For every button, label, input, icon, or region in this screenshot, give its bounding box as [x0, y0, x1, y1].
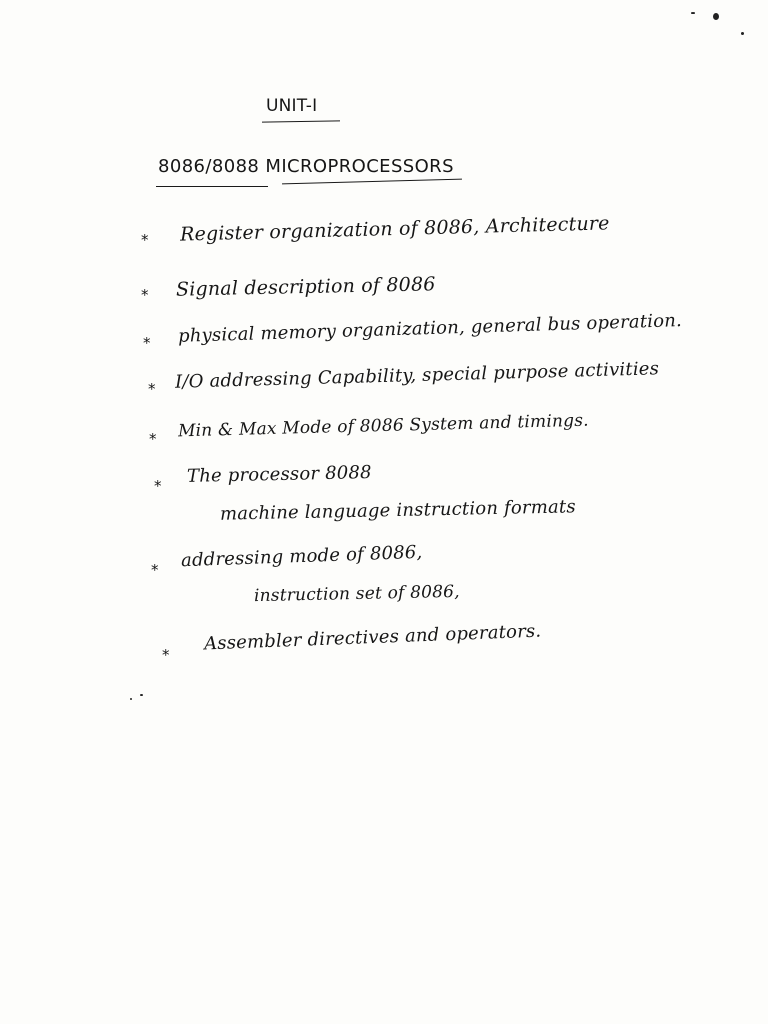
topic-subitem: instruction set of 8086,: [253, 581, 460, 607]
topic-item: physical memory organization, general bus operation.: [177, 310, 683, 347]
bullet-star: *: [148, 380, 156, 398]
bullet-star: *: [141, 286, 149, 304]
bullet-star: *: [154, 477, 162, 495]
topic-subitem: machine language instruction formats: [219, 496, 577, 525]
scan-speck: [691, 12, 695, 14]
unit-title-underline: [262, 120, 340, 122]
bullet-star: *: [149, 430, 157, 448]
topic-item: I/O addressing Capability, special purpose activities: [174, 358, 660, 393]
section-title: 8086/8088 MICROPROCESSORS: [158, 156, 454, 177]
topic-item: addressing mode of 8086,: [180, 541, 423, 572]
section-title-underline: [282, 179, 462, 185]
bullet-star: *: [143, 334, 151, 352]
section-title-underline: [156, 186, 268, 187]
scan-speck: [713, 13, 719, 20]
topic-item: Register organization of 8086, Architecture: [179, 212, 610, 246]
scan-speck: [140, 694, 143, 696]
scan-speck: [130, 698, 132, 700]
scan-speck: [741, 32, 744, 35]
bullet-star: *: [151, 561, 159, 579]
topic-item: Min & Max Mode of 8086 System and timings.: [177, 410, 589, 442]
topic-item: Assembler directives and operators.: [203, 620, 542, 655]
bullet-star: *: [162, 646, 170, 664]
topic-item: Signal description of 8086: [175, 273, 436, 301]
topic-item: The processor 8088: [186, 462, 372, 487]
unit-title: UNIT-I: [266, 96, 318, 116]
bullet-star: *: [141, 231, 149, 249]
